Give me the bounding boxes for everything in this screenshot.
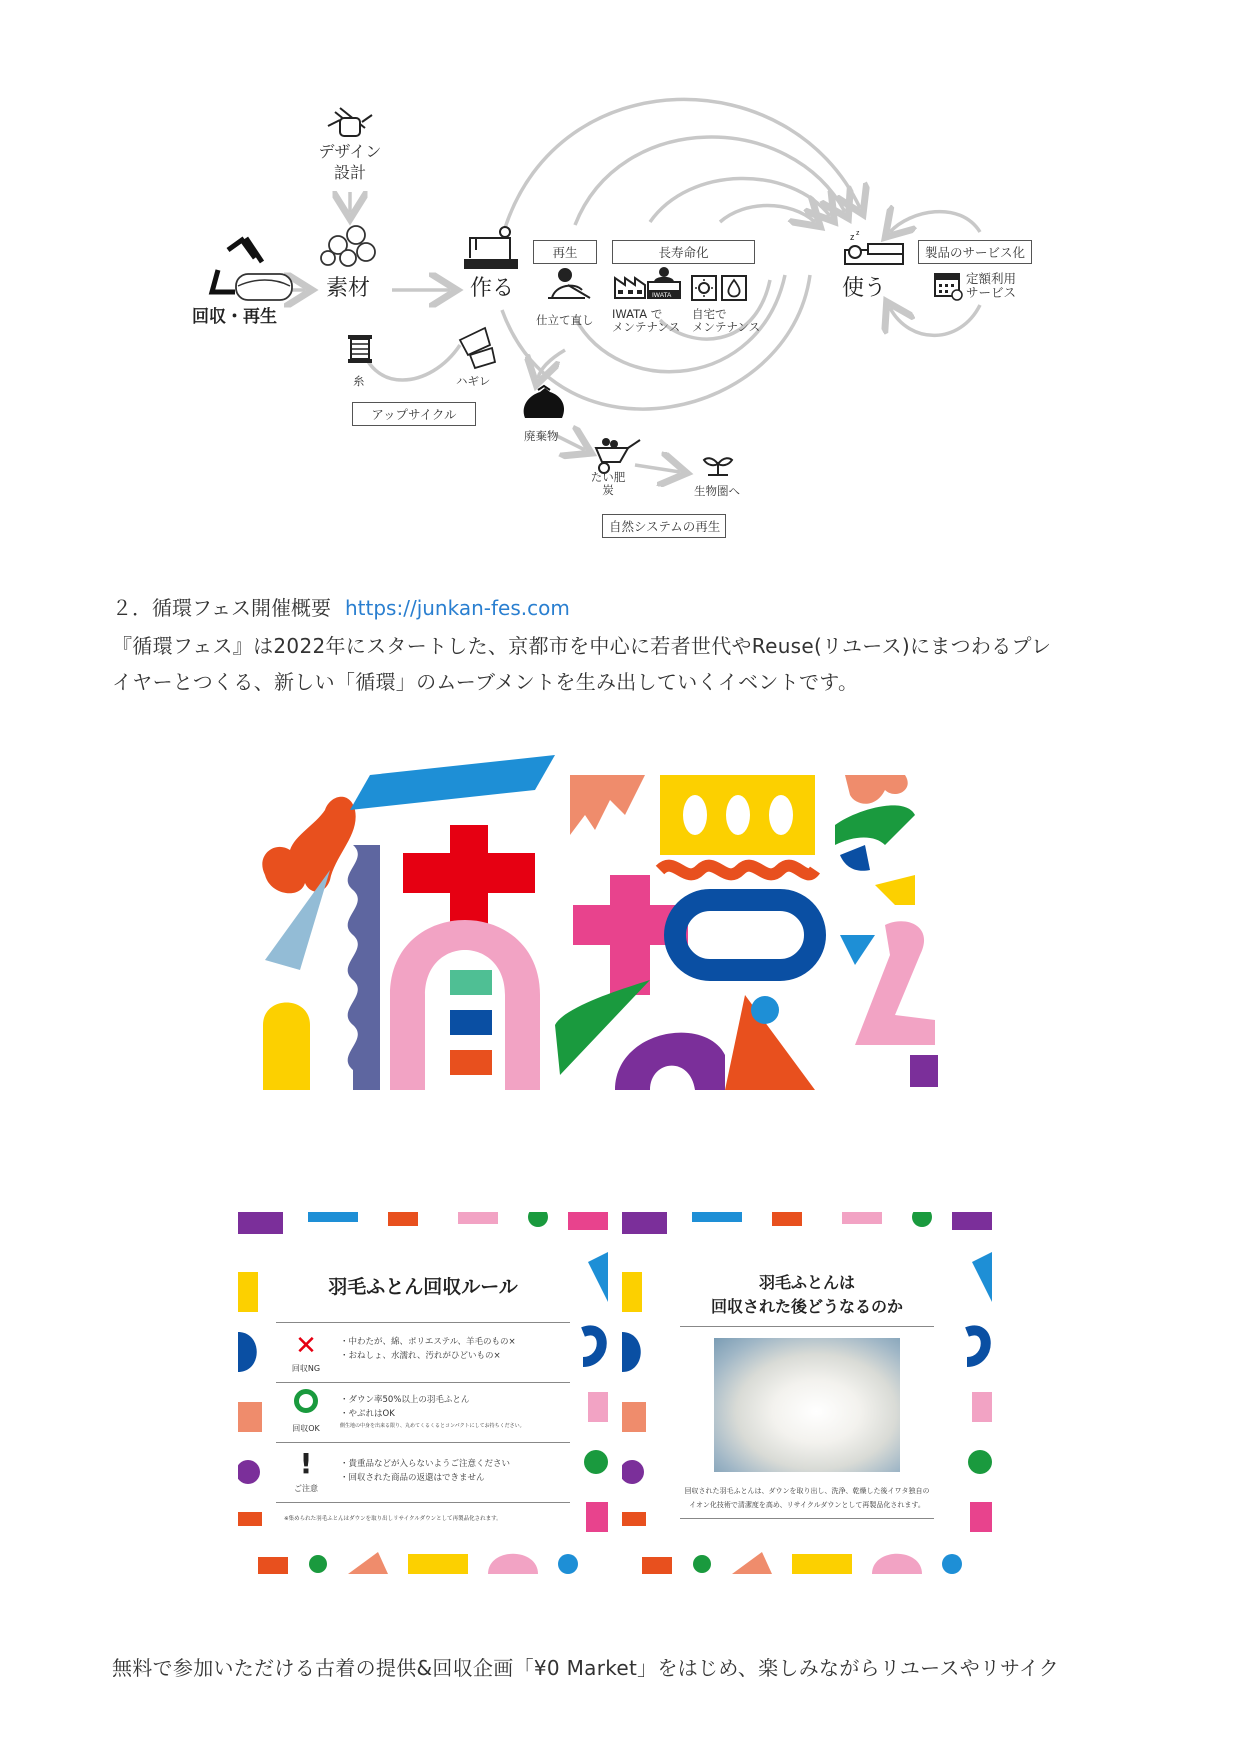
thread-label: 糸 [353, 374, 365, 388]
subscription-label-2: サービス [966, 285, 1017, 300]
make-label: 作る [470, 276, 515, 301]
card2-divider-bottom [680, 1518, 934, 1519]
water-drop-icon [722, 276, 746, 300]
design-label-2: 設計 [333, 163, 366, 182]
tailor-icon [548, 269, 590, 298]
calendar-icon [935, 274, 962, 300]
design-label-1: デザイン [318, 142, 382, 161]
bottom-paragraph: 無料で参加いただける古着の提供&回収企画「¥0 Market」をはじめ、楽しみながらリユースやリサイク [112, 1656, 1060, 1680]
tailor-label: 仕立て直し [536, 313, 594, 327]
rule-row-ng [276, 1322, 570, 1382]
ng-rule-1: ・中わたが、綿、ポリエステル、羊毛のもの× [340, 1337, 516, 1347]
section-paragraph-line-1: 『循環フェス』は2022年にスタートした、京都市を中心に若者世代やReuse(リユース)にまつわるプレ [112, 634, 1052, 658]
sleeping-person-icon [845, 230, 903, 264]
sewing-machine-icon [465, 227, 517, 268]
rule-footer-row [276, 1502, 570, 1530]
card2-desc-line-2: イオン化技術で清潔度を高め、リサイクルダウンとして再製品化されます。 [689, 1501, 925, 1509]
nature-regeneration-box: 自然システムの再生 [602, 514, 726, 538]
card2-desc-line-1: 回収された羽毛ふとんは、ダウンを取り出し、洗浄、乾燥した後イワタ独自の [684, 1487, 930, 1495]
rule-row-ok [276, 1382, 570, 1442]
note-rule-1: ・貴重品などが入らないようご注意ください [340, 1459, 511, 1469]
ok-label: 回収OK [292, 1424, 320, 1433]
longlife-box: 長寿命化 [612, 240, 755, 264]
svg-text:z: z [850, 232, 855, 242]
card2-title-line-1: 羽毛ふとんは [758, 1273, 855, 1292]
use-label: 使う [842, 276, 887, 301]
card2-title-line-2: 回収された後どうなるのか [710, 1297, 903, 1316]
ng-label: 回収NG [291, 1364, 321, 1373]
biosphere-label: 生物圏へ [694, 484, 740, 498]
factory-icon [615, 278, 645, 298]
section-paragraph-line-2: イヤーとつくる、新しい「循環」のムーブメントを生み出していくイベントです。 [112, 670, 859, 694]
circle-ok-icon [284, 1389, 328, 1417]
home-maintenance-label-2: メンテナンス [692, 320, 761, 334]
regen-box: 再生 [533, 240, 597, 264]
cotton-icon [321, 226, 375, 266]
upcycle-box: アップサイクル [352, 402, 476, 426]
note-rule-2: ・回収された商品の返還はできません [340, 1473, 485, 1483]
junkan-logo [255, 755, 985, 1100]
design-pen-icon [328, 108, 372, 136]
festival-url-link[interactable]: https://junkan-fes.com [345, 596, 570, 620]
exclamation-icon: ! [299, 1447, 313, 1480]
junkan-logo-graphic [255, 755, 985, 1100]
collection-rules-card [238, 1212, 608, 1574]
garbage-bag-icon [524, 386, 564, 418]
iwata-maintenance-label-2: メンテナンス [612, 320, 681, 334]
rule-row-note [276, 1442, 570, 1502]
card1-content [276, 1250, 570, 1536]
wheelbarrow-icon [596, 438, 640, 473]
futon-icon [236, 274, 292, 300]
card1-footer: ※集められた羽毛ふとんはダウンを取り出しリサイクルダウンとして再製品化されます。 [284, 1516, 502, 1522]
card2-divider-top [680, 1326, 934, 1327]
sun-icon [692, 276, 716, 300]
ok-rule-1: ・ダウン率50%以上の羽毛ふとん [340, 1395, 470, 1405]
service-box: 製品のサービス化 [918, 240, 1032, 264]
collect-regenerate-label: 回収・再生 [192, 307, 277, 327]
home-maintenance-label-1: 自宅で [692, 307, 727, 321]
thread-spool-icon [348, 335, 372, 363]
iwata-shop-icon [648, 267, 680, 299]
section-title: ２．循環フェス開催概要 [112, 596, 331, 620]
scrap-label: ハギレ [456, 374, 491, 388]
compost-label-1: たい肥 [590, 470, 626, 484]
ng-rule-2: ・おねしょ、水濡れ、汚れがひどいもの× [340, 1351, 501, 1361]
subscription-label-1: 定額利用 [966, 271, 1017, 286]
sprout-icon [704, 458, 732, 475]
card1-title: 羽毛ふとん回収ルール [328, 1276, 518, 1298]
after-collection-card [622, 1212, 992, 1574]
material-label: 素材 [326, 276, 371, 301]
section-heading [112, 592, 570, 621]
fabric-scraps-icon [460, 328, 495, 368]
iwata-maintenance-label-1: IWATA で [612, 307, 663, 321]
iwata-logo-text: IWATA [652, 292, 672, 299]
card2-content [660, 1250, 954, 1536]
compost-label-2: 炭 [602, 483, 614, 497]
ok-rule-3: 側生地の中身を出来る限り、丸めてくるくるとコンパクトにしてお持ちください。 [340, 1423, 525, 1429]
waste-label: 廃棄物 [524, 429, 559, 443]
down-feathers-photo [714, 1338, 900, 1472]
ok-rule-2: ・やぶれはOK [340, 1409, 395, 1419]
svg-text:z: z [856, 230, 860, 237]
note-label: ご注意 [294, 1484, 318, 1493]
cross-icon: ✕ [295, 1331, 317, 1361]
